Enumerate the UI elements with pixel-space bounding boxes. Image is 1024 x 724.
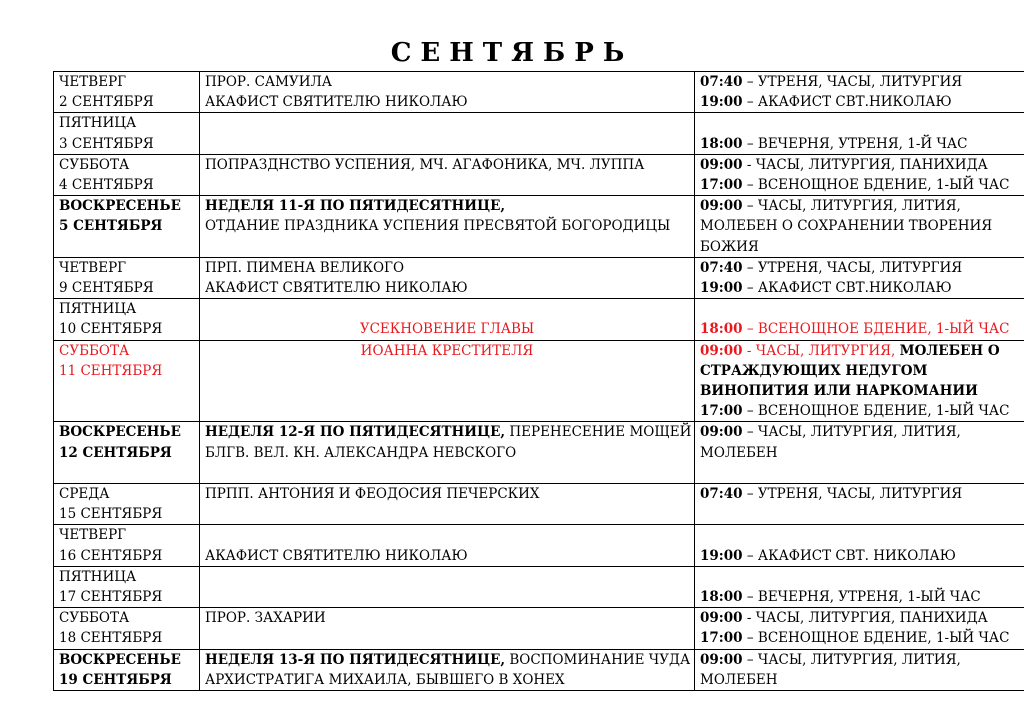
feast-line: ПЕРЕНЕСЕНИЕ МОЩЕЙ xyxy=(505,424,692,441)
service-highlight: МОЛЕБЕН О СТРАЖДУЮЩИХ НЕДУГОМ ВИНОПИТИЯ ИЛИ НАРКОМАНИИ xyxy=(700,342,1000,400)
table-row xyxy=(54,649,1024,690)
date-label: 16 СЕНТЯБРЯ xyxy=(59,547,163,564)
service-time: 09:00 xyxy=(700,342,743,359)
service-text: – ВСЕНОЩНОЕ БДЕНИЕ, 1-ЫЙ ЧАС xyxy=(742,177,1010,194)
service-line xyxy=(700,628,1024,648)
date-cell xyxy=(54,154,200,195)
feast-cell xyxy=(200,525,695,566)
feast-line: БЛГВ. ВЕЛ. КН. АЛЕКСАНДРА НЕВСКОГО xyxy=(205,444,517,461)
services-cell xyxy=(695,72,1024,113)
service-line xyxy=(700,587,1024,607)
feast-line: ПРОР. САМУИЛА xyxy=(205,74,332,90)
weekday-label: ЧЕТВЕРГ xyxy=(59,74,127,90)
date-cell xyxy=(54,257,200,298)
feast-cell xyxy=(200,566,695,607)
date-cell xyxy=(54,525,200,566)
service-line xyxy=(700,546,1024,566)
date-cell xyxy=(54,484,200,525)
date-cell xyxy=(54,196,200,258)
date-cell xyxy=(54,649,200,690)
feast-line: АРХИСТРАТИГА МИХАИЛА, БЫВШЕГО В ХОНЕХ xyxy=(205,671,565,688)
service-line xyxy=(700,422,1024,462)
service-text: – УТРЕНЯ, ЧАСЫ, ЛИТУРГИЯ xyxy=(742,259,963,276)
service-line xyxy=(700,484,1024,504)
service-text: – ВСЕНОЩНОЕ БДЕНИЕ, 1-ЫЙ ЧАС xyxy=(742,403,1010,420)
service-line xyxy=(700,92,1024,112)
service-time: 19:00 xyxy=(700,280,743,297)
service-text: – ЧАСЫ, ЛИТУРГИЯ, ЛИТИЯ, МОЛЕБЕН О СОХРАНЕНИИ ТВОРЕНИЯ БОЖИЯ xyxy=(700,198,993,255)
feast-line: АКАФИСТ СВЯТИТЕЛЮ НИКОЛАЮ xyxy=(205,94,468,111)
service-text: – АКАФИСТ СВТ. НИКОЛАЮ xyxy=(742,547,956,564)
date-label: 3 СЕНТЯБРЯ xyxy=(59,135,154,152)
date-label: 2 СЕНТЯБРЯ xyxy=(59,94,154,111)
weekday-label: ВОСКРЕСЕНЬЕ xyxy=(59,198,181,215)
date-cell xyxy=(54,299,200,340)
service-text: – ВСЕНОЩНОЕ БДЕНИЕ, 1-ЫЙ ЧАС xyxy=(742,321,1010,338)
feast-line: ПОПРАЗДНСТВО УСПЕНИЯ, МЧ. АГАФОНИКА, МЧ. ЛУППА xyxy=(205,156,645,173)
services-cell xyxy=(695,566,1024,607)
feast-cell xyxy=(200,196,695,258)
feast-line: ВОСПОМИНАНИЕ ЧУДА xyxy=(505,651,691,668)
weekday-label: ЧЕТВЕРГ xyxy=(59,527,127,544)
services-cell xyxy=(695,422,1024,484)
table-row xyxy=(54,525,1024,566)
table-row xyxy=(54,154,1024,195)
weekday-label: СУББОТА xyxy=(59,610,130,627)
date-cell xyxy=(54,340,200,422)
schedule-table xyxy=(53,71,1024,691)
services-cell xyxy=(695,113,1024,154)
service-text: - ЧАСЫ, ЛИТУРГИЯ, ПАНИХИДА xyxy=(742,610,988,627)
feast-line: ПРП. ПИМЕНА ВЕЛИКОГО xyxy=(205,259,405,276)
service-text: – УТРЕНЯ, ЧАСЫ, ЛИТУРГИЯ xyxy=(742,74,963,90)
service-time: 09:00 xyxy=(700,610,743,627)
weekday-label: ВОСКРЕСЕНЬЕ xyxy=(59,424,181,441)
feast-cell xyxy=(200,649,695,690)
service-line xyxy=(700,319,1024,339)
service-time: 17:00 xyxy=(700,177,743,194)
service-time: 07:40 xyxy=(700,74,743,90)
services-cell xyxy=(695,196,1024,258)
weekday-label: ПЯТНИЦА xyxy=(59,568,137,585)
service-line xyxy=(700,258,1024,278)
weekday-label: ВОСКРЕСЕНЬЕ xyxy=(59,651,181,668)
service-line xyxy=(700,72,1024,92)
service-line xyxy=(700,175,1024,195)
feast-cell xyxy=(200,299,695,340)
feast-title: НЕДЕЛЯ 13-Я ПО ПЯТИДЕСЯТНИЦЕ, xyxy=(205,651,506,668)
service-time: 18:00 xyxy=(700,321,743,338)
date-label: 17 СЕНТЯБРЯ xyxy=(59,589,163,606)
date-label: 11 СЕНТЯБРЯ xyxy=(59,362,163,379)
feast-cell xyxy=(200,113,695,154)
service-text: – ЧАСЫ, ЛИТУРГИЯ, ЛИТИЯ, МОЛЕБЕН xyxy=(700,651,961,688)
service-line xyxy=(700,608,1024,628)
services-cell xyxy=(695,484,1024,525)
date-cell xyxy=(54,113,200,154)
date-label: 4 СЕНТЯБРЯ xyxy=(59,177,154,194)
service-time: 18:00 xyxy=(700,589,743,606)
service-text: - ЧАСЫ, ЛИТУРГИЯ, ПАНИХИДА xyxy=(742,156,988,173)
service-time: 07:40 xyxy=(700,259,743,276)
table-row xyxy=(54,72,1024,113)
feast-line: ИОАННА КРЕСТИТЕЛЯ xyxy=(360,342,534,359)
service-line xyxy=(700,196,1024,257)
feast-line: АКАФИСТ СВЯТИТЕЛЮ НИКОЛАЮ xyxy=(205,280,468,297)
services-cell xyxy=(695,257,1024,298)
service-line xyxy=(700,341,1024,402)
feast-title: НЕДЕЛЯ 11-Я ПО ПЯТИДЕСЯТНИЦЕ, xyxy=(205,198,506,215)
service-time: 09:00 xyxy=(700,424,743,441)
service-text: – ВЕЧЕРНЯ, УТРЕНЯ, 1-ЫЙ ЧАС xyxy=(742,589,981,606)
service-line xyxy=(700,278,1024,298)
feast-line: ПРПП. АНТОНИЯ И ФЕОДОСИЯ ПЕЧЕРСКИХ xyxy=(205,486,540,503)
date-label: 19 СЕНТЯБРЯ xyxy=(59,671,172,688)
weekday-label: СУББОТА xyxy=(59,156,130,173)
feast-line: ПРОР. ЗАХАРИИ xyxy=(205,610,326,627)
service-text: – ВСЕНОЩНОЕ БДЕНИЕ, 1-ЫЙ ЧАС xyxy=(742,630,1010,647)
service-text: – АКАФИСТ СВТ.НИКОЛАЮ xyxy=(742,94,952,111)
service-line xyxy=(700,134,1024,154)
services-cell xyxy=(695,299,1024,340)
service-time: 07:40 xyxy=(700,486,743,503)
service-line xyxy=(700,650,1024,690)
date-cell xyxy=(54,72,200,113)
table-row xyxy=(54,608,1024,649)
table-row xyxy=(54,196,1024,258)
date-label: 18 СЕНТЯБРЯ xyxy=(59,630,163,647)
services-cell xyxy=(695,608,1024,649)
weekday-label: ЧЕТВЕРГ xyxy=(59,259,127,276)
page-title: СЕНТЯБРЬ xyxy=(390,38,634,68)
service-text: – УТРЕНЯ, ЧАСЫ, ЛИТУРГИЯ xyxy=(742,486,963,503)
table-row xyxy=(54,113,1024,154)
service-line xyxy=(700,155,1024,175)
service-text: – ЧАСЫ, ЛИТУРГИЯ, ЛИТИЯ, МОЛЕБЕН xyxy=(700,424,961,461)
service-time: 09:00 xyxy=(700,651,743,668)
date-cell xyxy=(54,422,200,484)
feast-title: НЕДЕЛЯ 12-Я ПО ПЯТИДЕСЯТНИЦЕ, xyxy=(205,424,506,441)
feast-cell xyxy=(200,608,695,649)
date-label: 10 СЕНТЯБРЯ xyxy=(59,321,163,338)
weekday-label: СУББОТА xyxy=(59,342,130,359)
date-label: 9 СЕНТЯБРЯ xyxy=(59,280,154,297)
service-time: 19:00 xyxy=(700,547,743,564)
weekday-label: СРЕДА xyxy=(59,486,110,503)
feast-line: ОТДАНИЕ ПРАЗДНИКА УСПЕНИЯ ПРЕСВЯТОЙ БОГОРОДИЦЫ xyxy=(205,218,671,235)
service-time: 09:00 xyxy=(700,156,743,173)
weekday-label: ПЯТНИЦА xyxy=(59,301,137,318)
date-label: 12 СЕНТЯБРЯ xyxy=(59,444,172,461)
date-cell xyxy=(54,608,200,649)
date-label: 5 СЕНТЯБРЯ xyxy=(59,218,163,235)
service-text: – АКАФИСТ СВТ.НИКОЛАЮ xyxy=(742,280,952,297)
services-cell xyxy=(695,154,1024,195)
feast-cell xyxy=(200,72,695,113)
date-cell xyxy=(54,566,200,607)
feast-line: АКАФИСТ СВЯТИТЕЛЮ НИКОЛАЮ xyxy=(205,547,468,564)
table-row xyxy=(54,340,1024,422)
services-cell xyxy=(695,340,1024,422)
feast-line: УСЕКНОВЕНИЕ ГЛАВЫ xyxy=(359,321,535,338)
service-text: - ЧАСЫ, ЛИТУРГИЯ, xyxy=(742,342,900,359)
service-time: 17:00 xyxy=(700,630,743,647)
service-text: – ВЕЧЕРНЯ, УТРЕНЯ, 1-Й ЧАС xyxy=(742,135,968,152)
weekday-label: ПЯТНИЦА xyxy=(59,115,137,132)
table-row xyxy=(54,257,1024,298)
service-line xyxy=(700,401,1024,421)
service-time: 09:00 xyxy=(700,198,743,215)
table-row xyxy=(54,484,1024,525)
service-time: 19:00 xyxy=(700,94,743,111)
service-time: 17:00 xyxy=(700,403,743,420)
feast-cell xyxy=(200,422,695,484)
services-cell xyxy=(695,649,1024,690)
feast-cell xyxy=(200,154,695,195)
feast-cell xyxy=(200,484,695,525)
services-cell xyxy=(695,525,1024,566)
table-row xyxy=(54,566,1024,607)
service-time: 18:00 xyxy=(700,135,743,152)
date-label: 15 СЕНТЯБРЯ xyxy=(59,506,163,523)
feast-cell xyxy=(200,340,695,422)
table-row xyxy=(54,422,1024,484)
table-row xyxy=(54,299,1024,340)
feast-cell xyxy=(200,257,695,298)
